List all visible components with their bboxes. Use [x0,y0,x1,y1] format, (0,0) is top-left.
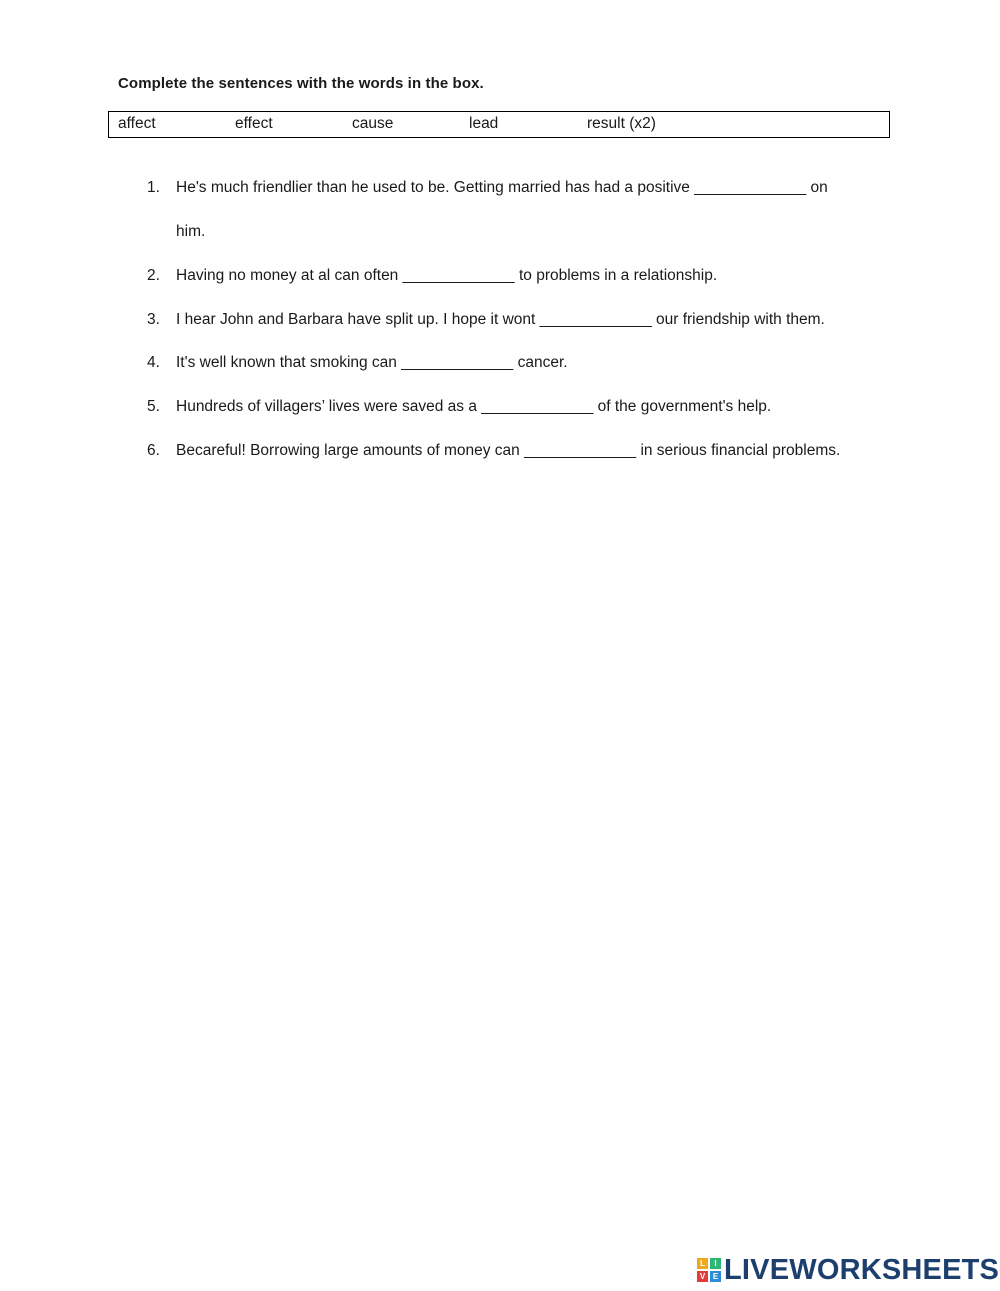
logo-square-i: I [710,1258,721,1269]
logo-square-v: V [697,1271,708,1282]
logo-square-l: L [697,1258,708,1269]
logo-text: LIVEWORKSHEETS [724,1254,1000,1286]
question-1-continuation: him. [176,223,206,240]
question-number: 1. [147,179,160,196]
word-box-item: effect [235,115,273,132]
instruction-heading: Complete the sentences with the words in the box. [118,75,484,92]
word-box [108,111,890,138]
word-box-item: result (x2) [587,115,656,132]
question-number: 5. [147,398,160,415]
question-text: Having no money at al can often _____________ to problems in a relationship. [176,267,718,284]
question-number: 2. [147,267,160,284]
logo-square-e: E [710,1271,721,1282]
liveworksheets-logo [697,1255,999,1285]
question-number: 6. [147,442,160,459]
word-box-item: affect [118,115,156,132]
question-text: It's well known that smoking can _____________ cancer. [176,354,568,371]
word-box-item: lead [469,115,499,132]
question-text: I hear John and Barbara have split up. I hope it wont _____________ our friendship with them. [176,311,825,328]
question-number: 4. [147,354,160,371]
question-text: He's much friendlier than he used to be. Getting married has had a positive _____________ on [176,179,828,196]
question-number: 3. [147,311,160,328]
question-text: Hundreds of villagers’ lives were saved as a _____________ of the government's help. [176,398,772,415]
logo-squares-icon [697,1258,721,1282]
word-box-item: cause [352,115,394,132]
question-text: Becareful! Borrowing large amounts of money can _____________ in serious financial problems. [176,442,841,459]
